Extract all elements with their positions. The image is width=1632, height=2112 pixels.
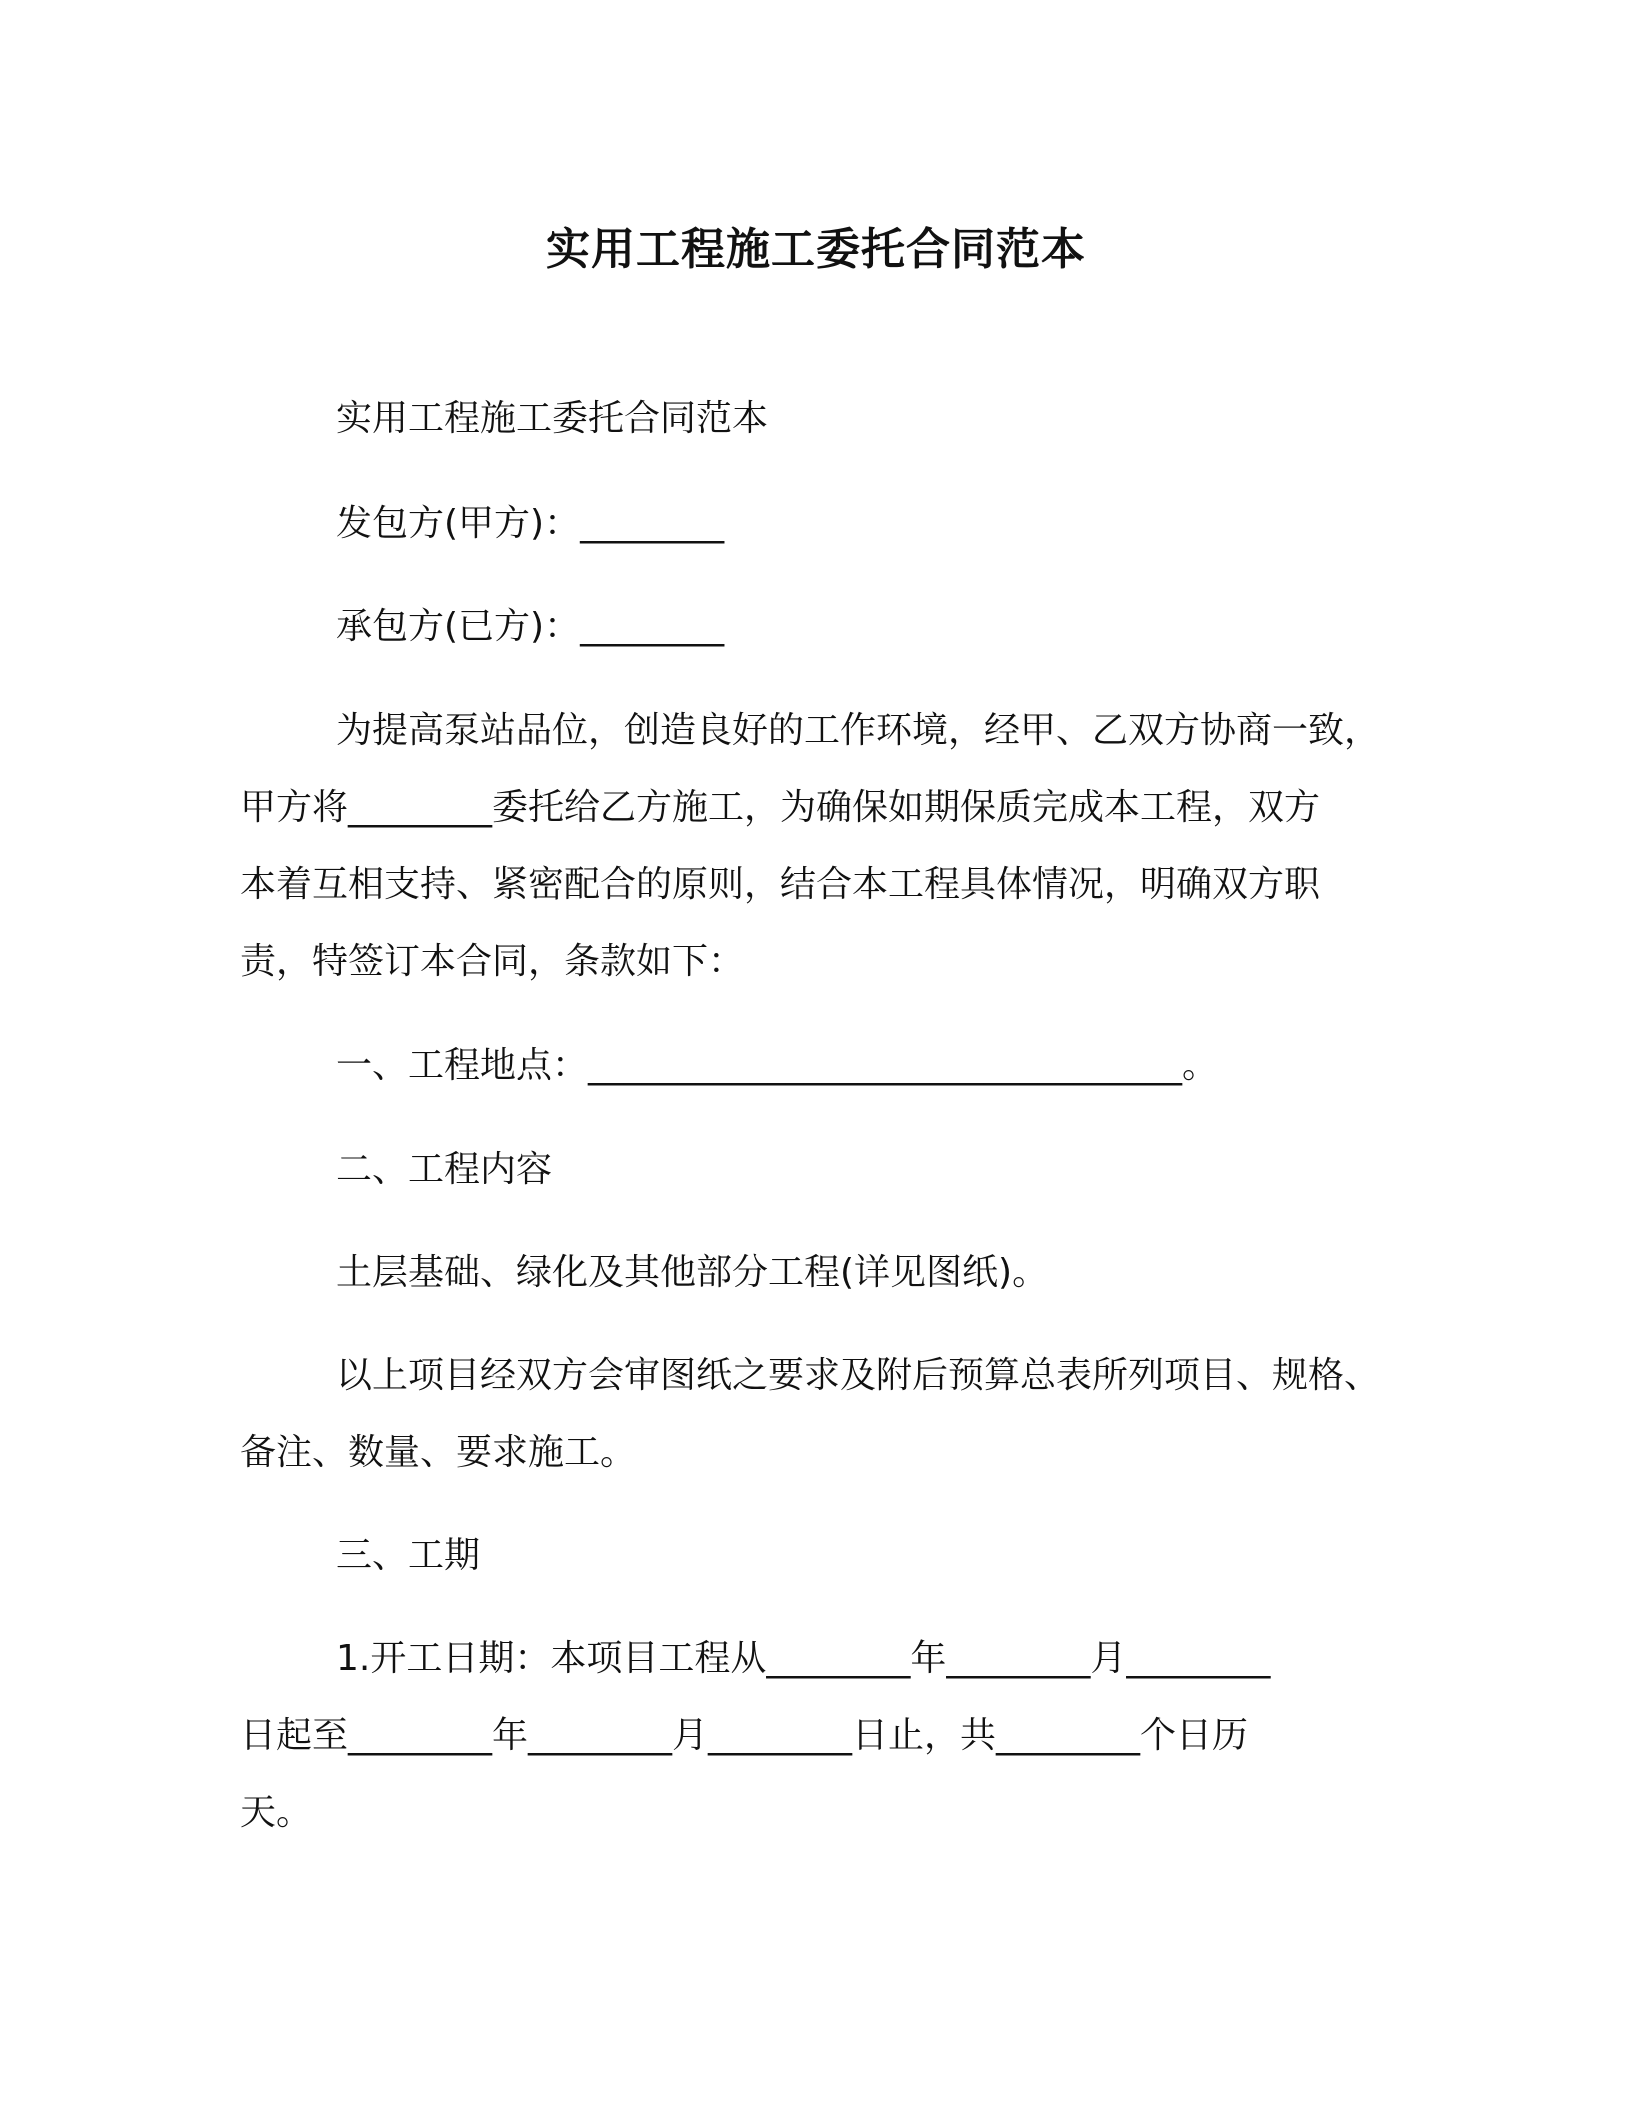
paragraph-line: 为提高泵站品位，创造良好的工作环境，经甲、乙双方协商一致， <box>336 710 1381 751</box>
start-date-paragraph <box>240 1620 1400 1851</box>
paragraph-line: 日起至________年________月________日止，共________个日历 <box>240 1715 1249 1756</box>
subtitle-paragraph <box>240 380 1400 457</box>
paragraph-line: 备注、数量、要求施工。 <box>240 1432 637 1473</box>
paragraph-line: 实用工程施工委托合同范本 <box>336 398 769 439</box>
paragraph-line: 以上项目经双方会审图纸之要求及附后预算总表所列项目、规格、 <box>336 1355 1381 1396</box>
paragraph-line: 1.开工日期：本项目工程从________年________月________ <box>336 1638 1271 1679</box>
preamble-paragraph <box>240 692 1400 1000</box>
paragraph-line: 二、工程内容 <box>336 1149 553 1190</box>
paragraph-line: 责，特签订本合同，条款如下： <box>240 941 745 982</box>
section-location-paragraph <box>240 1027 1400 1104</box>
paragraph-line: 天。 <box>240 1792 313 1833</box>
paragraph-line: 发包方(甲方)：________ <box>336 503 725 544</box>
paragraph-line: 甲方将________委托给乙方施工，为确保如期保质完成本工程，双方 <box>240 787 1321 828</box>
party-a-paragraph <box>240 485 1400 562</box>
paragraph-line: 承包方(已方)：________ <box>336 606 725 647</box>
paragraph-line: 一、工程地点：_________________________________。 <box>336 1045 1219 1086</box>
paragraph-line: 本着互相支持、紧密配合的原则，结合本工程具体情况，明确双方职 <box>240 864 1321 905</box>
section-content-heading <box>240 1131 1400 1208</box>
paragraph-line: 三、工期 <box>336 1535 481 1576</box>
section-schedule-heading <box>240 1517 1400 1594</box>
paragraph-line: 土层基础、绿化及其他部分工程(详见图纸)。 <box>336 1252 1049 1293</box>
party-b-paragraph <box>240 588 1400 665</box>
content-detail-paragraph <box>240 1234 1400 1311</box>
content-requirements-paragraph <box>240 1337 1400 1491</box>
document-title: 实用工程施工委托合同范本 <box>546 224 1086 275</box>
